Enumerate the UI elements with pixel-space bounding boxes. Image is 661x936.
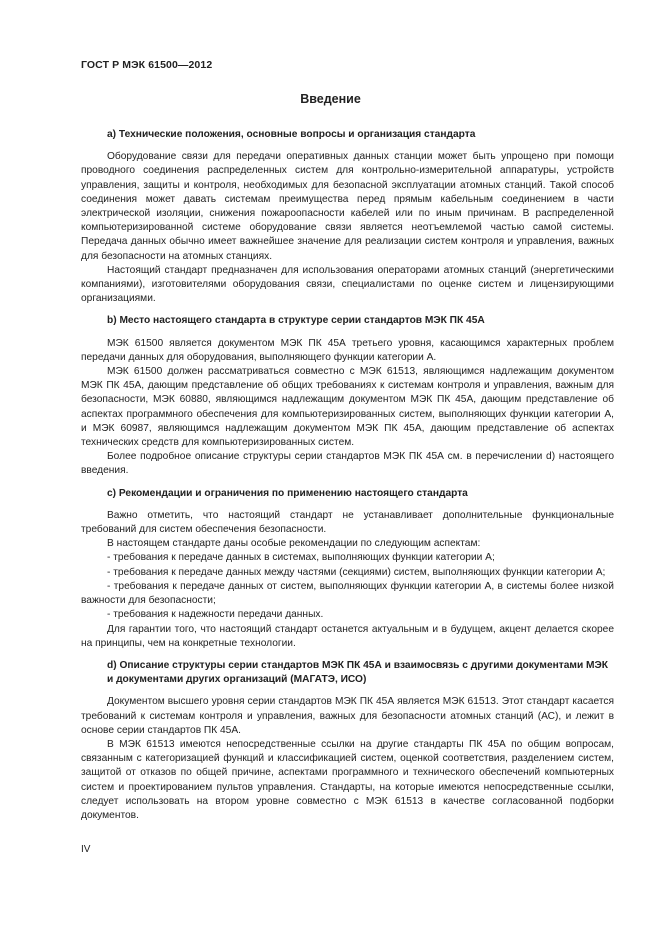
list-item: - требования к передаче данных от систем, выполняющих функции категории А, в системы более низкой важности для безопасности; (81, 580, 614, 607)
paragraph: МЭК 61500 является документом МЭК ПК 45А третьего уровня, касающимся характерных проблем передачи данных для оборудования, выполняющего функции категории А. (81, 337, 614, 363)
list-item: - требования к надежности передачи данных. (107, 609, 324, 621)
paragraph: Настоящий стандарт предназначен для использования операторами атомных станций (энергетическими компаниями), изготовителями оборудования связи, специалистами по оценке систем и лицензирующими организациями. (81, 264, 614, 305)
section-a (81, 128, 614, 306)
document-body (81, 128, 614, 831)
paragraph: МЭК 61500 должен рассматриваться совместно с МЭК 61513, являющимся надлежащим документом МЭК ПК 45А, дающим представление об общих требованиях к системам контроля и управления, важным для безопасности, МЭК 60880, являющимся надлежащим документом МЭК ПК 45А, дающим представление об аспектах программного обеспечения для компьютеризированных систем, выполняющих функции категории А, и МЭК 60987, являющимся надлежащим документом МЭК ПК 45А, дающим представление об аспектах технических средств для компьютеризированных систем. (81, 366, 614, 449)
paragraph: Важно отметить, что настоящий стандарт не устанавливает дополнительные функциональные требований для систем обеспечения безопасности. (81, 509, 614, 536)
section-heading: b) Место настоящего стандарта в структуре серии стандартов МЭК ПК 45А (107, 315, 485, 327)
paragraph: В настоящем стандарте даны особые рекомендации по следующим аспектам: (107, 538, 481, 550)
page-number: IV (81, 844, 91, 855)
page-title: Введение (300, 92, 361, 106)
section-d (81, 659, 614, 823)
paragraph: Оборудование связи для передачи оперативных данных станции может быть упрощено при помощи проводного соединения распределенных систем для контрольно-измерительной аппаратуры, устройств управления, защиты и контроля, необходимых для безопасной эксплуатации атомных станций. Такой способ соединения может давать системам преимущества перед прямым кабельным соединением в части электрической изоляции, снижения пожароопасности кабелей или по иным причинам. В распределенной компьютеризированной системе оборудование связи является неотъемлемой частью самой системы. Передача данных обычно имеет важнейшее значение для реализации систем контроля и управления, важных для безопасности на атомных станциях. (81, 151, 614, 262)
paragraph: В МЭК 61513 имеются непосредственные ссылки на другие стандарты ПК 45А по общим вопросам, связанным с категоризацией функций и классификацией систем, оценкой соответствия, разделением систем, защитой от отказов по общей причине, аспектами программного и технического обеспечений компьютерных систем и проектированием пультов управления. Стандарты, на которые имеются непосредственные ссылки, следует использовать на втором уровне совместно с МЭК 61513 в качестве согласованной подборки документов. (81, 738, 614, 821)
document-header: ГОСТ Р МЭК 61500—2012 (81, 59, 213, 71)
paragraph: Документом высшего уровня серии стандартов МЭК ПК 45А является МЭК 61513. Этот стандарт касается требований к системам контроля и управления, важных для безопасности атомных станций (АС), и лежит в основе серии стандартов ПК 45А. (81, 696, 614, 736)
list-item: - требования к передаче данных в системах, выполняющих функции категории А; (107, 552, 495, 564)
list-item: - требования к передаче данных между частями (секциями) систем, выполняющих функции категории А; (107, 566, 606, 578)
section-heading: c) Рекомендации и ограничения по применению настоящего стандарта (107, 487, 468, 499)
section-b (81, 314, 614, 478)
section-heading: d) Описание структуры серии стандартов МЭК ПК 45А и взаимосвязь с другими документами МЭК и документами других организаций (МАГАТЭ, ИСО) (107, 659, 609, 686)
section-c (81, 487, 614, 651)
paragraph: Для гарантии того, что настоящий стандарт останется актуальным и в будущем, акцент делается скорее на принципы, чем на конкретные технологии. (81, 623, 614, 649)
paragraph: Более подробное описание структуры серии стандартов МЭК ПК 45А см. в перечислении d) настоящего введения. (81, 451, 614, 477)
section-heading: a) Технические положения, основные вопросы и организация стандарта (107, 129, 476, 140)
